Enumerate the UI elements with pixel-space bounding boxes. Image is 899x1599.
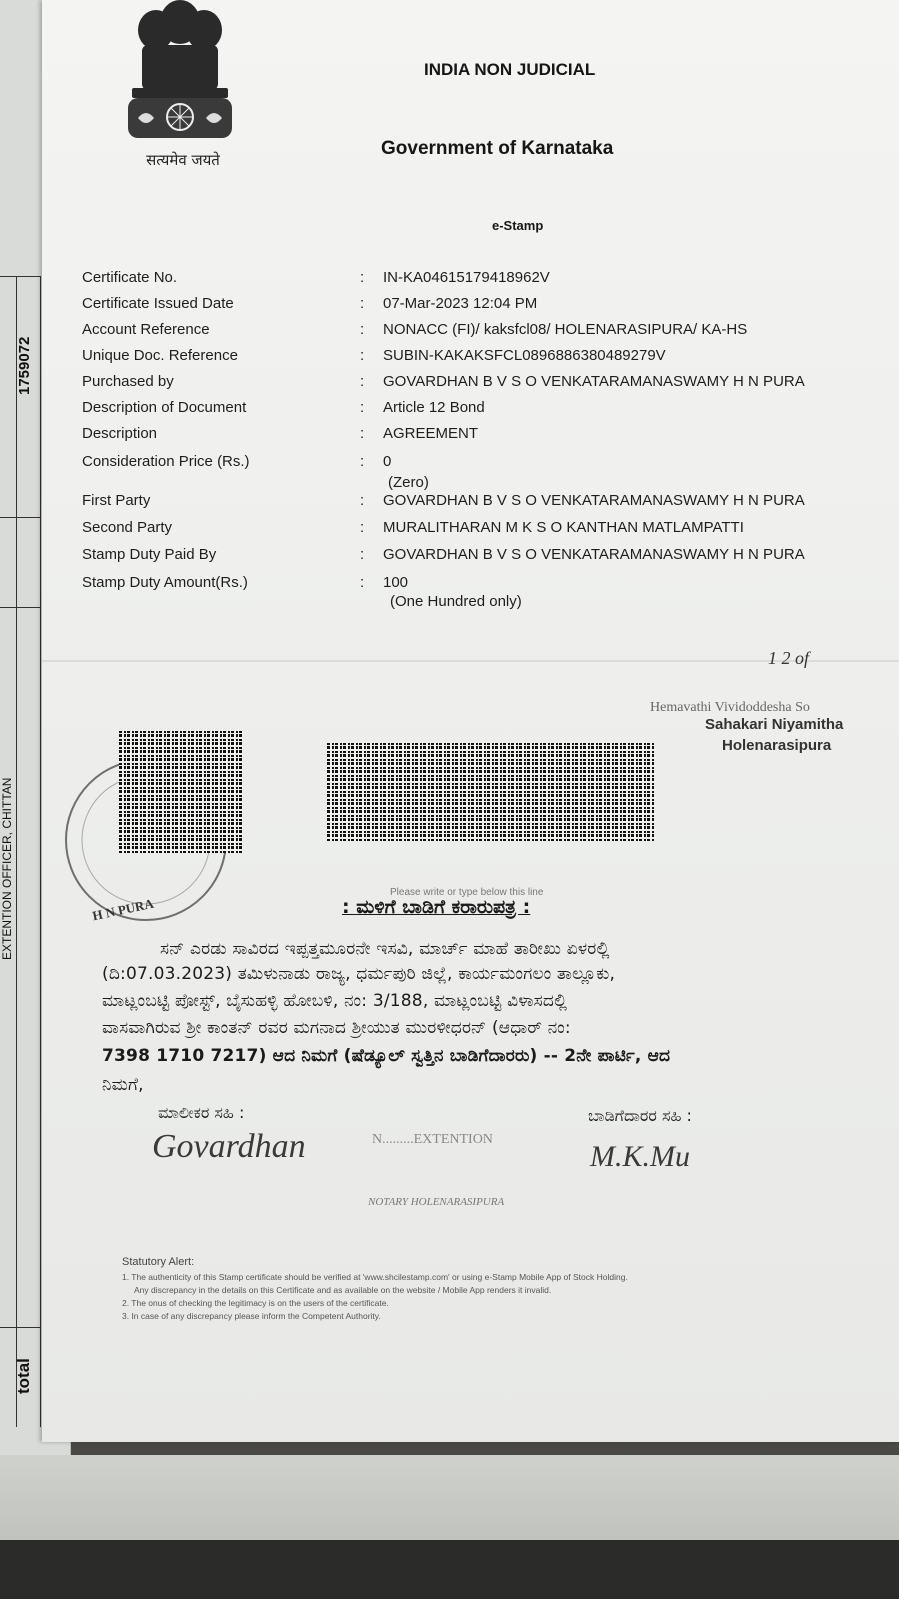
certificate-row [82,546,882,570]
row-label: First Party [82,492,151,509]
certificate-row [82,321,882,345]
owner-sign-label: ಮಾಲೀಕರ ಸಹಿ : [158,1103,245,1122]
row-colon: : [360,295,365,312]
tenant-signature: M.K.Mu [590,1140,690,1173]
estamp-label: e-Stamp [492,218,544,233]
row-label: Description of Document [82,399,247,416]
agreement-line: ನಿಮಗೆ, [102,1075,144,1095]
statutory-alert-item: 1. The authenticity of this Stamp certificate should be verified at 'www.shcilestamp.com' or using e-Stamp Mobile App of Stock Holding. [122,1272,628,1282]
certificate-row [82,347,882,371]
row-value: MURALITHARAN M K S O KANTHAN MATLAMPATTI [383,519,744,536]
qr-code-icon [119,731,243,853]
row-value: IN-KA04615179418962V [383,269,550,286]
agreement-line: ವಾಸವಾಗಿರುವ ಶ್ರೀ ಕಾಂತನ್ ರವರ ಮಗನಾದ ಶ್ರೀಯುತ ಮುರಳೀಧರನ್ (ಆಧಾರ್ ನಂ: [102,1018,571,1038]
row-value: GOVARDHAN B V S O VENKATARAMANASWAMY H N PURA [383,373,805,390]
row-label: Certificate Issued Date [82,295,234,312]
row-value: AGREEMENT [383,425,479,442]
row-label: Stamp Duty Amount(Rs.) [82,574,248,591]
row-label: Stamp Duty Paid By [82,546,217,563]
vendor-note: 1 2 of [768,648,810,668]
india-non-judicial-heading: INDIA NON JUDICIAL [424,60,596,79]
agreement-line: 7398 1710 7217) ಆದ ನಿಮಗೆ (ಷೆಡ್ಯೂಲ್ ಸ್ವತ್ತಿನ ಬಾಡಿಗೆದಾರರು) -- 2ನೇ ಪಾರ್ಟಿ, ಆದ [102,1046,671,1066]
owner-signature: Govardhan [152,1128,306,1165]
row-colon: : [360,269,365,286]
row-value: 07-Mar-2023 12:04 PM [383,295,538,312]
certificate-row [82,269,882,293]
certificate-row [82,453,882,477]
certificate-row [82,295,882,319]
row-value: GOVARDHAN B V S O VENKATARAMANASWAMY H N PURA [383,546,805,563]
register-rule [0,517,40,518]
statutory-alert-item: 2. The onus of checking the legitimacy is on the users of the certificate. [122,1298,389,1308]
statutory-alert-item: 3. In case of any discrepancy please inform the Competent Authority. [122,1311,381,1321]
dark-surface [0,1540,899,1599]
certificate-row [82,519,882,543]
row-label: Account Reference [82,321,210,338]
vendor-seal-line2: Sahakari Niyamitha [705,716,844,733]
statutory-alert-item: Any discrepancy in the details on this Certificate and as available on the website / Mobile App renders it invalid. [134,1285,552,1295]
register-rule [0,1327,40,1328]
row-value: Article 12 Bond [383,399,485,416]
stamp-duty-words: (One Hundred only) [390,593,522,610]
row-label: Unique Doc. Reference [82,347,238,364]
round-seal-text: H N PURA [91,895,155,924]
row-value: NONACC (FI)/ kaksfcl08/ HOLENARASIPURA/ KA-HS [383,321,748,338]
row-label: Consideration Price (Rs.) [82,453,250,470]
ashoka-emblem-icon [118,0,242,150]
row-colon: : [360,492,365,509]
consideration-words: (Zero) [388,474,429,491]
row-colon: : [360,519,365,536]
row-label: Purchased by [82,373,174,390]
row-value: 100 [383,574,409,591]
register-total-label: total [14,1358,33,1394]
register-side-text: EXTENTION OFFICER, CHITTAN [0,777,14,960]
barcode-icon [327,742,654,841]
certificate-row [82,373,882,397]
emblem-motto: सत्यमेव जयते [146,151,220,169]
row-colon: : [360,546,365,563]
row-colon: : [360,453,365,470]
row-colon: : [360,347,365,364]
row-colon: : [360,321,365,338]
notary-stamp-line1: N.........EXTENTION [372,1132,493,1147]
row-colon: : [360,373,365,390]
certificate-row [82,425,882,449]
government-heading: Government of Karnataka [381,138,614,159]
agreement-line: ಸನ್ ಎರಡು ಸಾವಿರದ ಇಪ್ಪತ್ತಮೂರನೇ ಇಸವಿ, ಮಾರ್ಚ್ ಮಾಹೆ ತಾರೀಖು ಏಳರಲ್ಲಿ [160,939,610,959]
please-write-note: Please write or type below this line [390,887,544,898]
lower-sheet-edge [0,1455,899,1550]
certificate-row [82,492,882,516]
row-colon: : [360,574,365,591]
row-value: 0 [383,453,392,470]
row-value: SUBIN-KAKAKSFCL0896886380489279V [383,347,666,364]
row-colon: : [360,399,365,416]
register-number: 1759072 [16,336,33,395]
row-label: Description [82,425,158,442]
register-rule [0,607,40,608]
statutory-alert-title: Statutory Alert: [122,1256,195,1268]
vendor-seal-line3: Holenarasipura [722,737,832,754]
row-label: Certificate No. [82,269,178,286]
agreement-title: : ಮಳಿಗೆ ಬಾಡಿಗೆ ಕರಾರುಪತ್ರ : [342,896,531,918]
register-column-line [16,277,17,1427]
certificate-row [82,399,882,423]
row-label: Second Party [82,519,173,536]
agreement-line: (ದಿ:07.03.2023) ತಮಿಳುನಾಡು ರಾಜ್ಯ, ಧರ್ಮಪುರಿ ಜಿಲ್ಲೆ, ಕಾರ್ಯಮಂಗಲಂ ತಾಲ್ಲೂಕು, [102,964,616,984]
row-colon: : [360,425,365,442]
vendor-seal-line1: Hemavathi Vividoddesha So [650,700,810,715]
notary-stamp-line2: NOTARY HOLENARASIPURA [368,1196,505,1208]
agreement-line: ಮಾಟ್ಲಂಬಟ್ಟಿ ಪೋಸ್ಟ್, ಬೈಸುಹಳ್ಳಿ ಹೋಬಳಿ, ನಂ: 3/188, ಮಾಟ್ಲಂಬಟ್ಟಿ ವಿಳಾಸದಲ್ಲಿ [102,991,568,1011]
tenant-sign-label: ಬಾಡಿಗೆದಾರರ ಸಹಿ : [588,1106,692,1125]
row-value: GOVARDHAN B V S O VENKATARAMANASWAMY H N PURA [383,492,805,509]
